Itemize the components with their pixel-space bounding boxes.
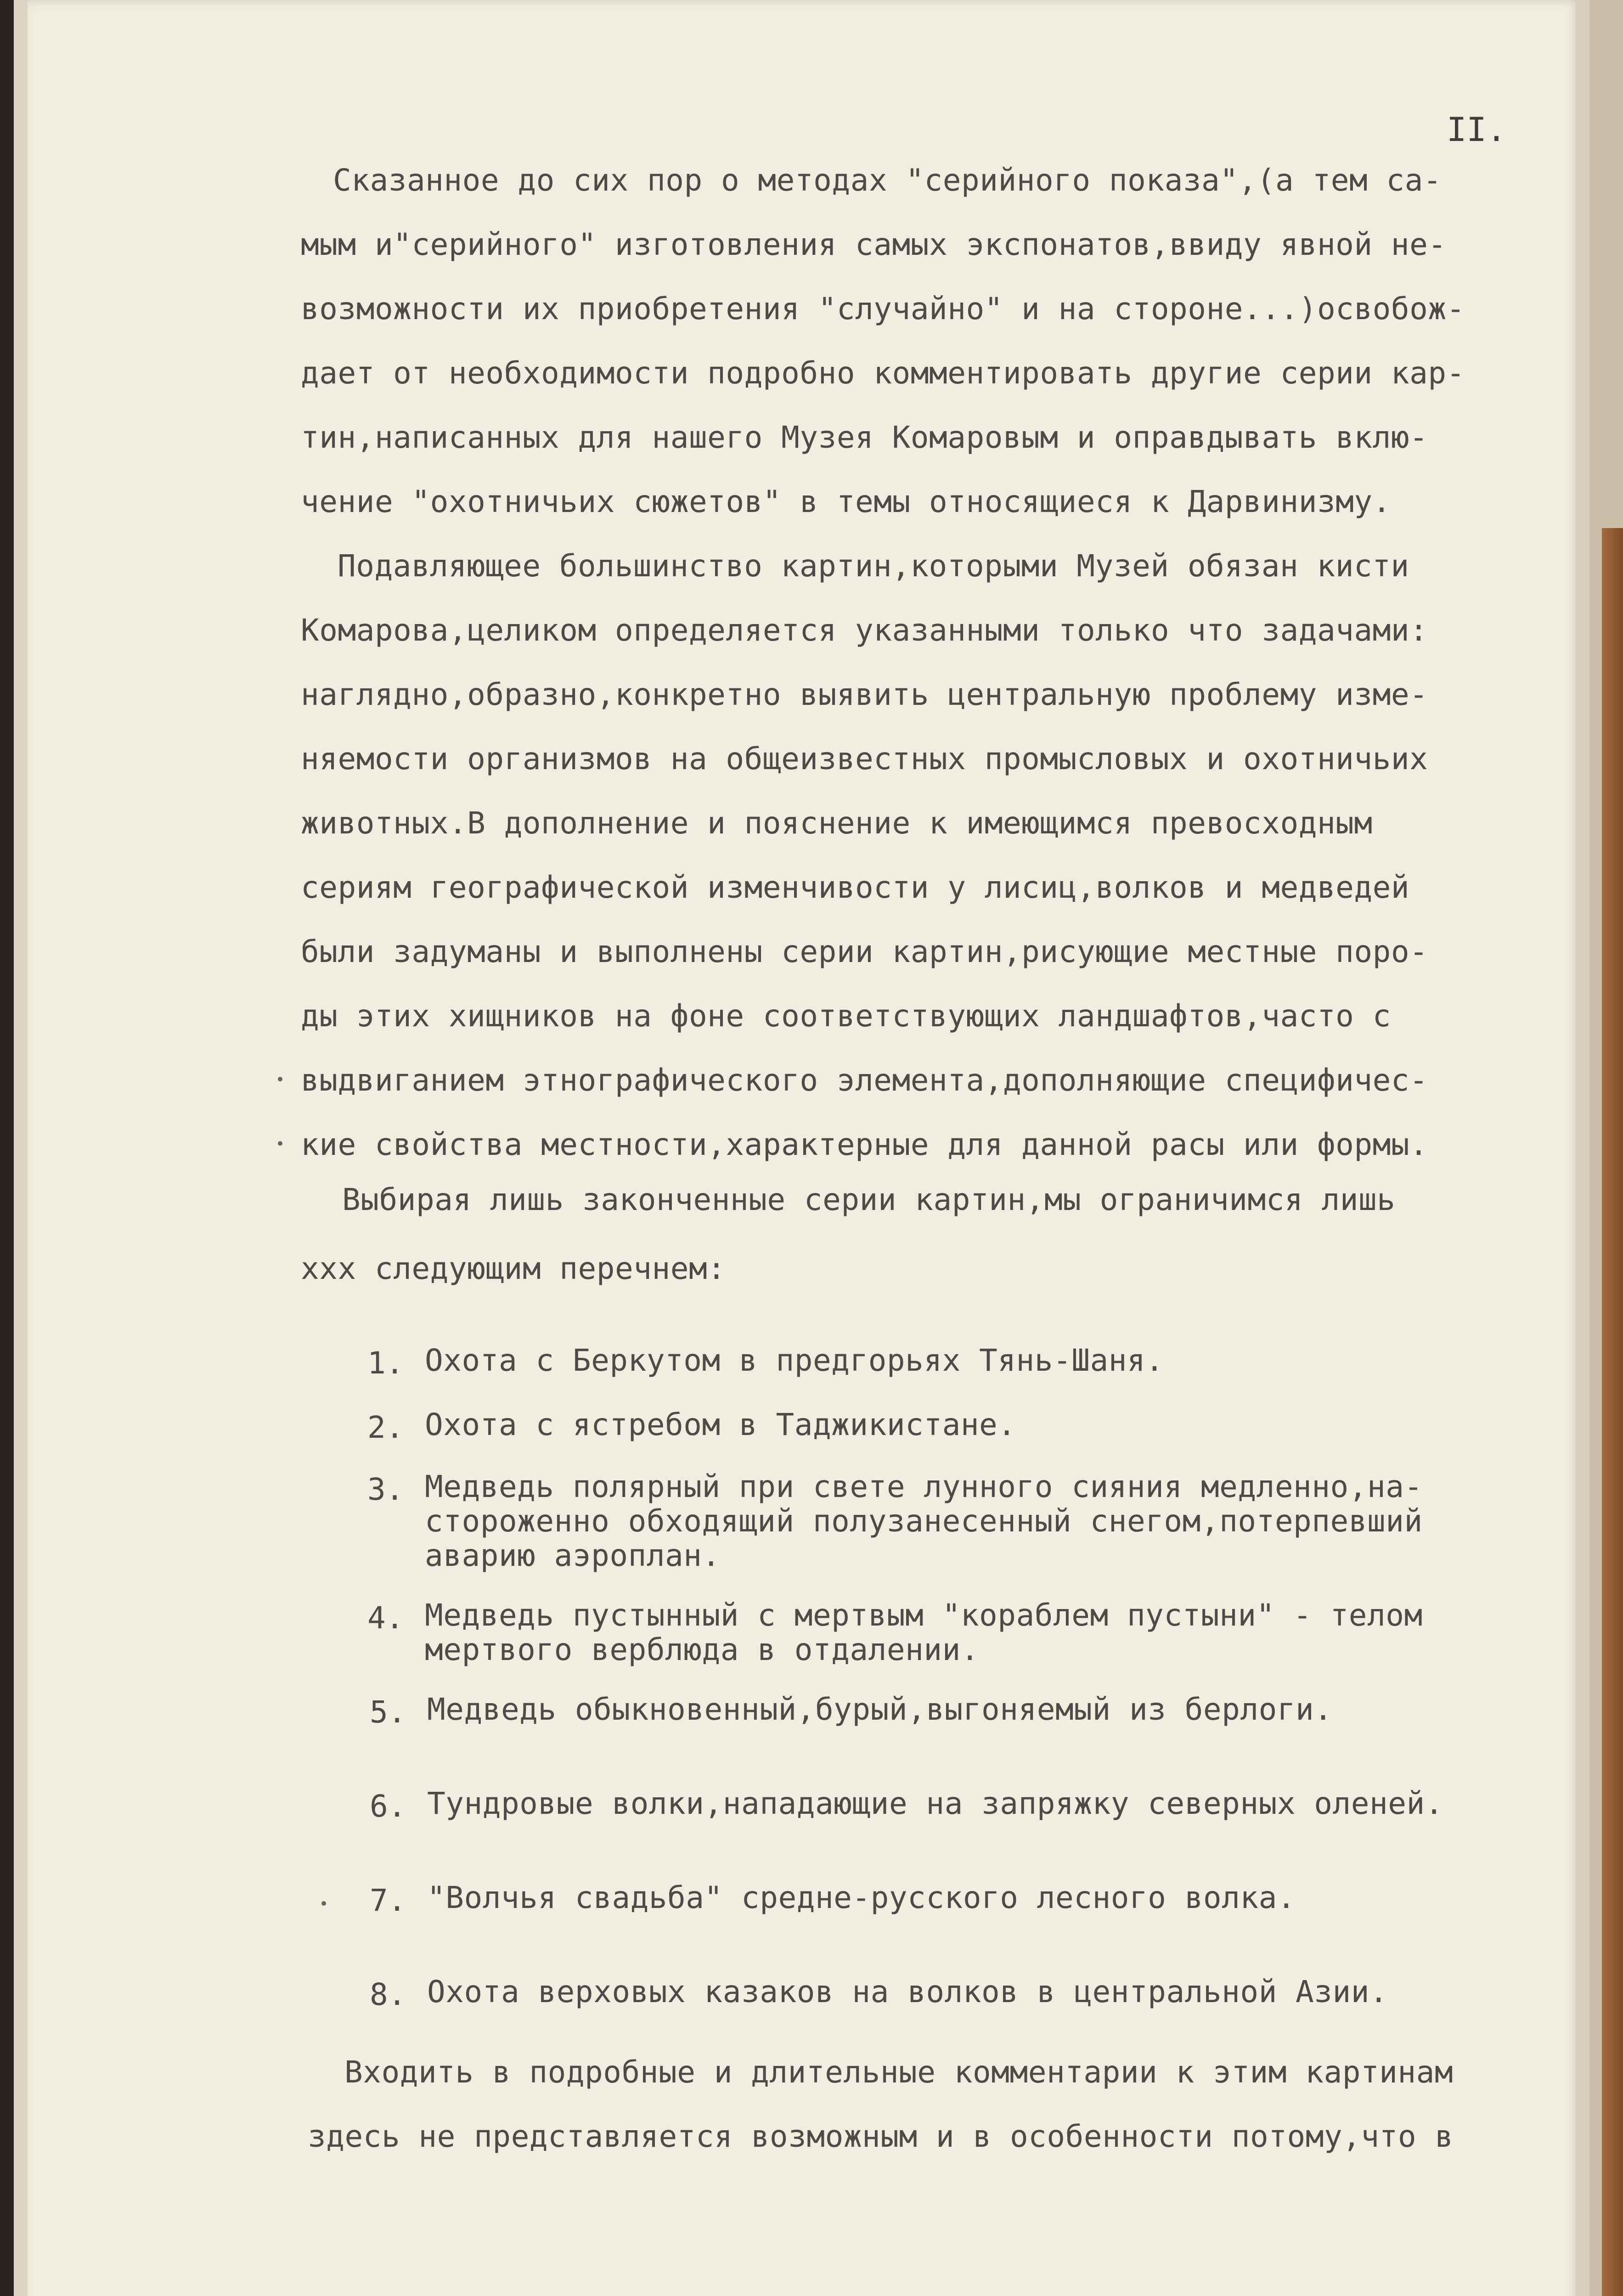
text-line: дает от необходимости подробно комментировать другие серии кар- [301,355,1465,391]
text-line: чение "охотничьих сюжетов" в темы относящиеся к Дарвинизму. [301,484,1391,519]
list-item-text: Тундровые волки,нападающие на запряжку северных оленей. [427,1786,1443,1821]
text-line: кие свойства местности,характерные для данной расы или формы. [301,1127,1428,1162]
page-number: II. [1447,110,1507,149]
text-line: ды этих хищников на фоне соответствующих ландшафтов,часто с [301,998,1391,1034]
list-item-text: мертвого верблюда в отдалении. [425,1632,980,1667]
list-item-text: Медведь обыкновенный,бурый,выгоняемый из берлоги. [427,1692,1333,1727]
stray-mark [321,1901,326,1906]
list-item-text: Охота с Беркутом в предгорьях Тянь-Шаня. [425,1343,1164,1378]
list-item-text: Медведь пустынный с мертвым "кораблем пустыни" - телом [425,1598,1423,1633]
list-item-text: Охота верховых казаков на волков в центральной Азии. [427,1974,1388,2009]
text-line: тин,написанных для нашего Музея Комаровым и оправдывать вклю- [301,420,1428,455]
list-item-number: 2. [367,1410,404,1445]
text-line: животных.В дополнение и пояснение к имеющимся превосходным [301,805,1373,841]
list-item-text: Охота с ястребом в Таджикистане. [425,1407,1016,1442]
text-line: Входить в подробные и длительные комментарии к этим картинам [344,2054,1454,2090]
list-item-number: 3. [367,1472,404,1507]
text-line: здесь не представляется возможным и в особенности потому,что в [308,2119,1454,2154]
list-item-number: 8. [370,1977,406,2012]
list-item-number: 6. [370,1789,406,1824]
text-line: няемости организмов на общеизвестных промысловых и охотничьих [301,741,1428,777]
text-line: были задуманы и выполнены серии картин,рисующие местные поро- [301,934,1428,969]
list-item-number: 5. [370,1694,406,1730]
stray-mark [278,1141,282,1146]
text-line: наглядно,образно,конкретно выявить центральную проблему изме- [301,677,1428,712]
text-line: Комарова,целиком определяется указанными только что задачами: [301,613,1428,648]
stray-mark [278,1077,282,1081]
text-line: Подавляющее большинство картин,которыми Музей обязан кисти [338,548,1409,584]
list-item-text: Медведь полярный при свете лунного сияния медленно,на- [425,1469,1423,1504]
text-line: Сказанное до сих пор о методах "серийного показа",(а тем са- [333,163,1442,198]
text-line: возможности их приобретения "случайно" и на стороне...)освобож- [301,291,1465,326]
text-line: Выбирая лишь законченные серии картин,мы ограничимся лишь [342,1182,1396,1217]
list-item-text: аварию аэроплан. [425,1538,721,1573]
list-item-text: "Волчья свадьба" средне-русского лесного волка. [427,1880,1296,1915]
typewritten-sheet [14,0,1575,2296]
list-item-number: 4. [367,1600,404,1636]
text-line: сериям географической изменчивости у лисиц,волков и медведей [301,870,1410,905]
text-line: ххх следующим перечнем: [301,1251,726,1286]
list-item-number: 1. [367,1345,404,1381]
text-line: мым и"серийного" изготовления самых экспонатов,ввиду явной не- [301,227,1447,262]
folder-edge [1602,528,1623,2296]
list-item-number: 7. [370,1883,406,1918]
list-item-text: стороженно обходящий полузанесенный снегом,потерпевший [425,1503,1423,1539]
sheet-left-margin [14,0,28,2296]
text-line: выдвиганием этнографического элемента,дополняющие специфичес- [301,1063,1428,1098]
